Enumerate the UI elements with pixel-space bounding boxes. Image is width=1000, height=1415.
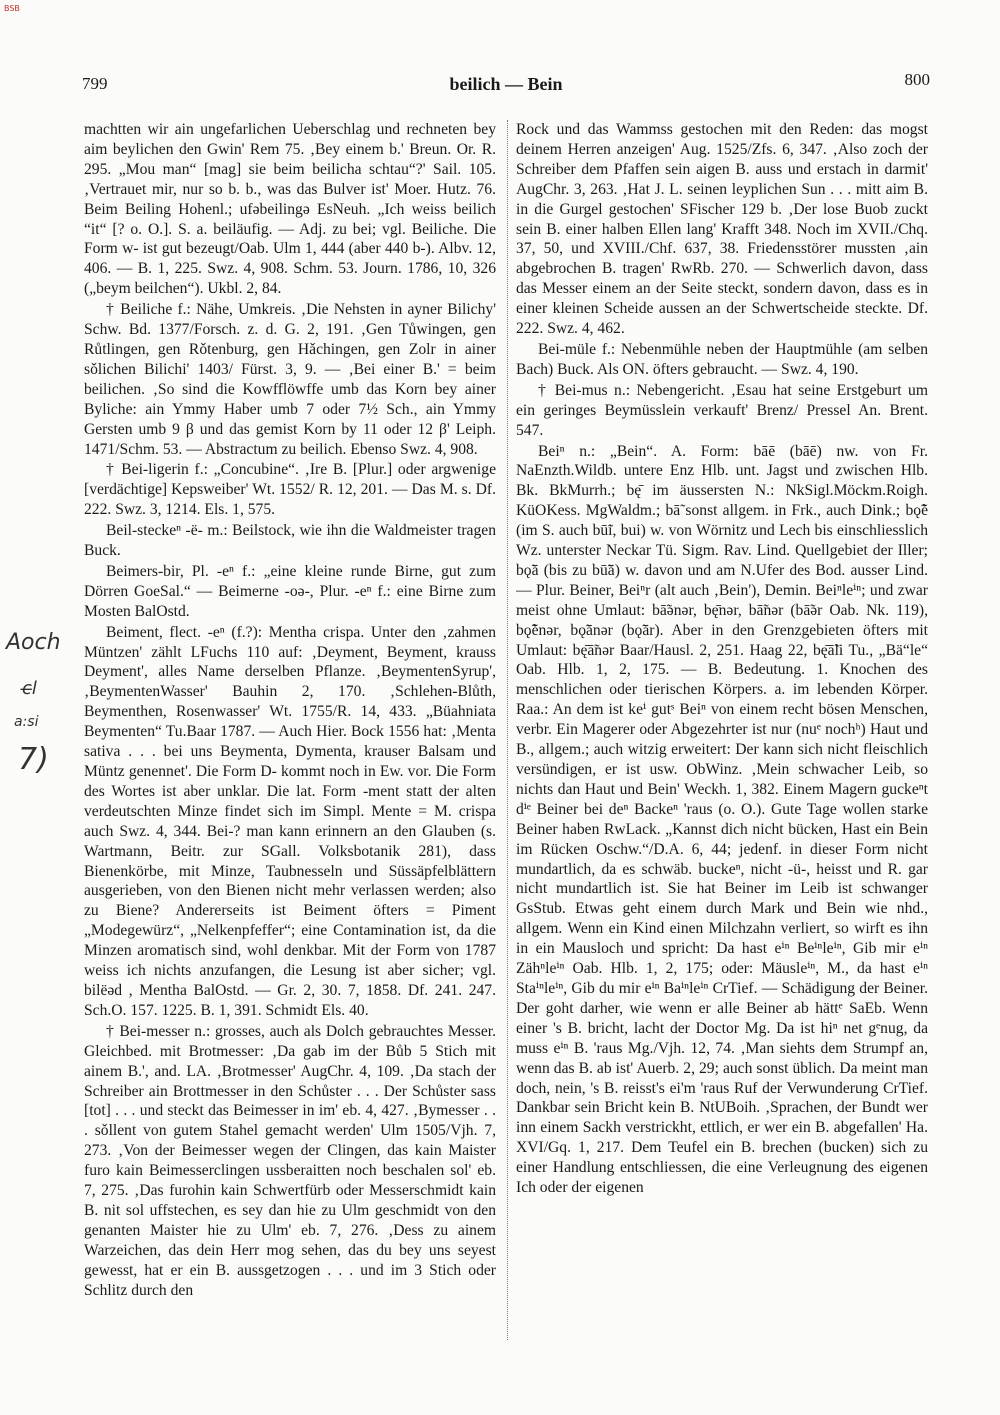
dictionary-entry: Beiⁿ n.: „Bein“. A. Form: bāē (bāē) nw. von Fr. NaEnzth.Wildb. untere Enz Hlb. unt. Jagst und zwischen Hlb. Bk. BkMurrh.; bę̄ im äussersten N.: NkSigl.Möckm.Roigh. KüOKess. MgWaldm.; bā̃ sonst allgem. in Frk., auch Dink.; bǫ̃ẽ (im S. auch bū̃i, bui) w. von Wörnitz und Lech bis einschliesslich Wz. unterster Neckar Tü. Sigm. Rav. Lind. Quellgebiet der Iller; bǫ̃ā (bis zu bū̃ā) w. davon und am N.Ufer des Bod. ausser Lind. — Plur. Beiner, Beiⁿr (alt auch ‚Bein'), Demin. Beiⁿleⁱⁿ; und zwar meist ohne Umlaut: bā̃ǝnǝr, bę̄nǝr, bā̃nǝr (bā̃ǝr Oab. Nk. 119), bǫ̃ẽnǝr, bǫ̃ānǝr (bǫ̃ār). Aber in den Grenzgebieten öfters mit Umlaut: bę̄ā̃nǝr Baar/Hausl. 2, 251. Haag 22, bę̄ā̃li Tu., „Bä“le“ Oab. Hlb. 1, 2, 175. — B. Bedeutung. 1. Knochen des menschlichen oder tierischen Körpers. a. im lebenden Körper. Raa.: An dem ist keⁱ gutˢ Beiⁿ von einem recht bösen Menschen, verbr. Ein Magerer oder Abgezehrter ist nur (nuᵉ nochʰ) Haut und B., allgem.; auch witzig erweitert: Der kann sich nicht fleischlich versündigen, er ist usw. ObWinz. ‚Mein schwacher Leib, so nichts dan Haut und Bein' Weckh. 1, 382. Einem Magern guckeⁿt dⁱᵉ Beiner bei deⁿ Backeⁿ 'raus (o. O.). Gute Tage wollen starke Beiner haben RwLack. „Kannst dich nicht bücken, Hast ein Bein im Rücken Oschw.“/D.A. 6, 44; jedenf. in dieser Form nicht mundartlich, da es schwäb. buckeⁿ, nicht -ü-, heisst und R. gar nicht mundartlich ist. Sie hat Beiner im Leib ist schwanger GsStub. Etwas geht einem durch Mark und Bein wie nhd., allgem. Wenn ein Kind einen Milchzahn verliert, so wirft es ihn in ein Mausloch und spricht: Da hast eⁱⁿ Beⁱⁿleⁱⁿ, Gib mir eⁱⁿ Zähⁿleⁱⁿ Oab. Hlb. 1, 2, 175; oder: Mäusleⁱⁿ, M., da hast eⁱⁿ Staⁱⁿleⁱⁿ, Gib du mir eⁱⁿ Baⁱⁿleⁱⁿ CrTief. — Schädigung der Beiner. Der goht darher, wie wenn er alle Beiner ab hättᵉ SaEb. Wenn einer 's B. bricht, lacht der Doctor Mg. Da ist hiⁿ net gᵉnug, da muss eⁱⁿ B. 'raus Mg./Vjh. 12, 74. ‚Man siehts dem Strumpf an, wenn das B. ab ist' Auerb. 2, 29; auch sonst üblich. Da meint man doch, nein, 's B. reisst's ei'm 'raus Ruf der Verwunderung CrTief. Dankbar sein Bricht kein B. NtUBoih. ‚Sprachen, der Bundt wer inn einem Sackh verstrickht, ettlich, er wer ein B. abgefallen' Ha. XVI/Gq. 1, 217. Dem Teufel ein B. brechen (bucken) sich zu einer Handlung entschliessen, die eine Verleugnung des eigenen Ich oder der eigenen	[516, 442, 928, 1197]
page-number-right: 800	[904, 70, 930, 89]
dictionary-entry: Beiment, flect. -eⁿ (f.?): Mentha crispa. Unter den ‚zahmen Müntzen' zählt LFuchs 110 auf: ‚Deyment, Beyment, krauss Deyment', alles Name derselben Pflanze. ‚BeymentenSyrup', ‚BeymentenWasser' Bauhin 2, 170. ‚Schlehen-Blůth, Beymenthen, Rosenwasser' Wt. 1755/R. 14, 433. „Büahniata Beymenten“ Tu.Baar 1787. — Auch Hier. Bock 1556 hat: ‚Menta sativa . . . bei uns Beymenta, Dymenta, krauser Balsam und Müntz genennet'. Die Form D- kommt noch in Ew. vor. Die Form des Wortes ist aber unklar. Die lat. Form -ment statt der alten verdeutschten Minze findet sich im Simpl. Mente = M. crispa auch Swz. 4, 344. Bei-? man kann erinnern an den Glauben (s. Wartmann, Beitr. zur SGall. Volksbotanik 281), dass Bienenkörbe, mit Minze, Taubnesseln und Süssäpfelblättern ausgerieben, von den Bienen nicht mehr verlassen werden; also zu Biene? Andererseits ist Beiment öfters = Piment „Modegewürz“, „Nelkenpfeffer“; eine Contamination ist, da die Minzen aromatisch sind, wohl denkbar. Mit der Form von 1787 weiss ich nichts anzufangen, die Lesung ist aber sicher; vgl. bilëǝd , Mentha BalOstd. — Gr. 2, 30. 7, 1858. Df. 241. 247. Sch.O. 157. 1225. B. 1, 391. Schmidt Els. 40.	[84, 623, 496, 1019]
entry-continuation: machtten wir ain ungefarlichen Ueberschlag und rechneten bey aim beylichen den Gwin' Rem 75. ‚Bey einem b.' Breun. Or. R. 295. „Mou man“ [mag] sie beim beilicha schtau“?' Sail. 105. ‚Vertrauet mir, nur so b. b., was das Bulver ist' Moer. Hutz. 76. Beim Beiling Hohenl.; ufǝbeilingǝ EsNeuh. „Ich weiss beilich “it“ [? o. O.]. S. a. beiläufig. — Adj. zu bei; vgl. Beiliche. Die Form w- ist gut bezeugt/Oab. Ulm 1, 444 (aber 440 b-). Albv. 12, 406. — B. 1, 225. Swz. 4, 908. Schm. 53. Journ. 1786, 10, 326 („beym beilchen“). Ukbl. 2, 84.	[84, 121, 496, 298]
left-column	[84, 120, 496, 1410]
dictionary-entry: Beil-steckeⁿ -ë- m.: Beilstock, wie ihn die Waldmeister tragen Buck.	[84, 522, 496, 560]
margin-note: 7)	[18, 742, 49, 777]
margin-note: Aoch	[6, 630, 61, 655]
dictionary-entry: † Bei-messer n.: grosses, auch als Dolch gebrauchtes Messer. Gleichbed. mit Brotmesser: ‚Da gab im der Bůb 5 Stich mit ainem B.', and. LA. ‚Brotmesser' AugChr. 4, 109. ‚Da stach der Schreiber ain Brottmesser in den Schůster . . . Der Schůster sass [tot] . . . und steckt das Beimesser in im' eb. 4, 427. ‚Bymesser . . . sǒllent von gutem Stahel gemacht werden' Ulm 1505/Vjh. 7, 273. ‚Von der Beimesser wegen der Clingen, das kain Maister furo kain Beimesserclingen ussberaitten noch beschalen sol' eb. 7, 275. ‚Das furohin kain Schwertfürb oder Messerschmidt kain B. nit sol uffstechen, es sey dan hie zu Ulm geschmidt von den genanten Maister hie zu Ulm' eb. 7, 276. ‚Dess zu ainem Warzeichen, das dein Herr mog sehen, das du bey uns seyest gewesst, hat er ein B. aussgetzogen . . . und im 3 Stich oder Schlitz durch den	[84, 1022, 496, 1299]
running-title: beilich — Bein	[449, 74, 563, 94]
dictionary-entry: † Bei-mus n.: Nebengericht. ‚Esau hat seine Erstgeburt um ein geringes Beymüsslein verkauft' Brenz/ Pressel An. Brent. 547.	[516, 381, 928, 439]
column-divider	[507, 120, 509, 1340]
margin-note: a:si	[14, 714, 39, 730]
entry-continuation: Rock und das Wammss gestochen mit den Reden: das mogst deinem Herren anzeigen' Aug. 1525/Zfs. 6, 347. ‚Also zoch der Schreiber dem Pfaffen sein aigen B. auss und erstach in darmit' AugChr. 3, 263. ‚Hat J. L. seinen leyplichen Sun . . . mitt aim B. in die Gurgel gestochen' SFischer 129 b. ‚Der lose Buob zuckt sein B. einer halben Ellen lang' Krafft 348. Noch im XVII./Chq. 37, 50, und XVIII./Chf. 637, 38. Friedensstörer mussten ‚ain abgebrochen B. tragen' RwRb. 270. — Schwerlich davon, dass das Messer einem an der Seite steckt, sondern davon, dass es in einer kleinen Scheide aussen an der Schwertscheide steckte. Df. 222. Swz. 4, 462.	[516, 121, 928, 338]
dictionary-entry: † Beiliche f.: Nähe, Umkreis. ‚Die Nehsten in ayner Bilichy' Schw. Bd. 1377/Forsch. z. d. G. 2, 191. ‚Gen Tůwingen, gen Růtlingen, gen Rǒtenburg, gen Hǎchingen, gen Zolr in ainer sǒlichen Bilichi' 1403/ Fürst. 3, 9. — ‚Bei einer B.' = beim beilichen. ‚So sind die Kowfflöwffe umb das Korn bey ainer Byliche: ain Ymmy Haber umb 7 oder 7½ Sch., ain Ymmy Gersten umb 9 β und das gemist Korn by 11 oder 12 β' Leiph. 1471/Schm. 53. — Abstractum zu beilich. Ebenso Swz. 4, 908.	[84, 301, 496, 458]
page-number-left: 799	[82, 74, 108, 93]
library-mark: BSB	[4, 4, 20, 13]
right-column	[516, 120, 928, 1410]
dictionary-entry: Bei-müle f.: Nebenmühle neben der Hauptmühle (am selben Bach) Buck. Als ON. öfters gebraucht. — Swz. 4, 190.	[516, 340, 928, 378]
margin-note: c̶l	[22, 678, 37, 699]
handwritten-margin-notes	[4, 630, 64, 800]
dictionary-entry: Beimers-bir, Pl. -eⁿ f.: „eine kleine runde Birne, gut zum Dörren GoeSal.“ — Beimerne -oǝ-, Plur. -eⁿ f.: eine Birne zum Mosten BalOstd.	[84, 562, 496, 620]
dictionary-entry: † Bei-ligerin f.: „Concubine“. ‚Ire B. [Plur.] oder argwenige [verdächtige] Kepsweiber' Wt. 1552/ R. 12, 201. — Das M. s. Df. 222. Swz. 3, 1214. Els. 1, 575.	[84, 461, 496, 519]
page-header	[82, 70, 930, 100]
